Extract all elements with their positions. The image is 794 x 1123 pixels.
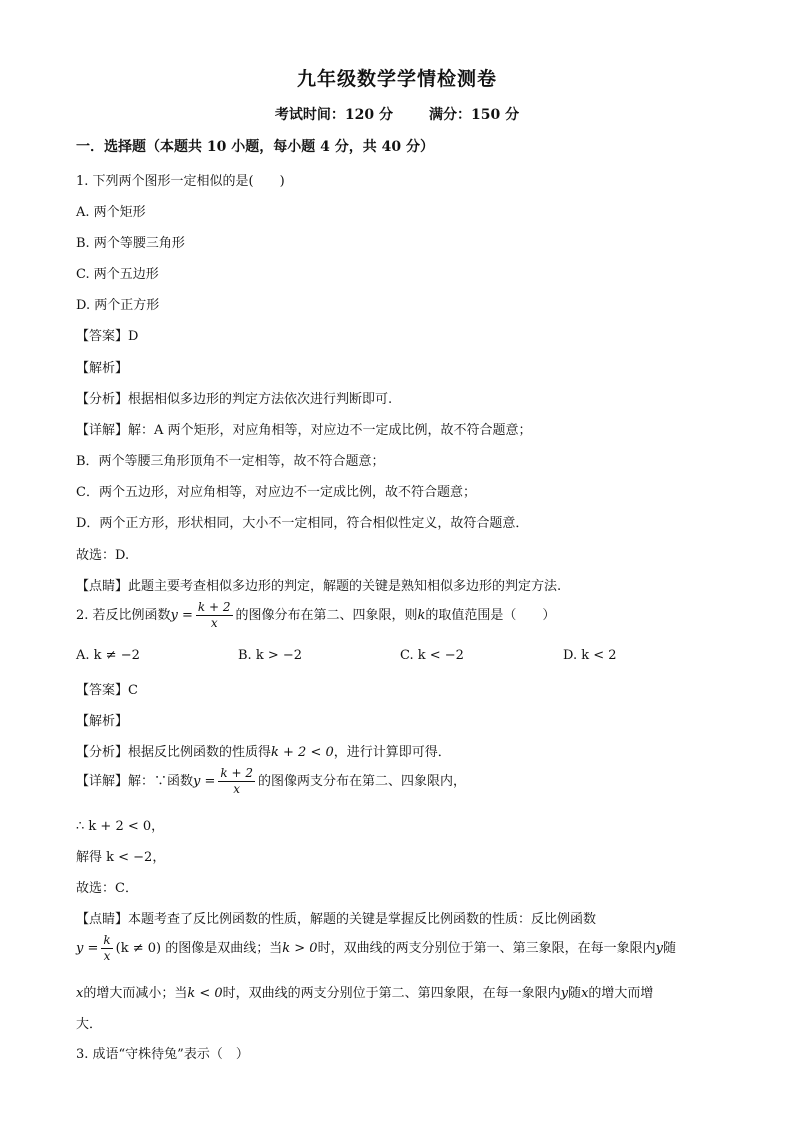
- section-heading: 一．选择题（本题共 10 小题，每小题 4 分，共 40 分）: [76, 139, 434, 155]
- q1-option-d: D. 两个正方形: [76, 298, 160, 313]
- q2-option-d: D. k < 2: [563, 648, 617, 663]
- q2-stem: 2. 若反比例函数y = $\frac{k + 2}{x}$ 的图像分布在第二、四象限，则k的取值范围是（ ）: [76, 600, 556, 630]
- q2-step1: ∴ k + 2 < 0，: [76, 819, 165, 834]
- q1-fenxi: 【分析】根据相似多边形的判定方法依次进行判断即可.: [76, 392, 393, 407]
- q2-dianjing-1: 【点睛】本题考查了反比例函数的性质，解题的关键是掌握反比例函数的性质：反比例函数: [76, 912, 597, 927]
- q1-jiexi: 【解析】: [76, 361, 129, 376]
- q1-detail-4: D．两个正方形，形状相同，大小不一定相同，符合相似性定义，故符合题意．: [76, 516, 529, 531]
- q2-dianjing-3: x的增大而减小；当k < 0时，双曲线的两支分别位于第二、第四象限，在每一象限内y随x的增大而增: [76, 986, 654, 1001]
- fraction: $\frac{k}{x}$: [103, 933, 111, 963]
- q2-step3: 故选：C．: [76, 881, 138, 896]
- q2-dianjing-4: 大．: [76, 1017, 103, 1032]
- q1-stem: 1. 下列两个图形一定相似的是( ): [76, 174, 285, 189]
- q1-choose: 故选：D.: [76, 548, 130, 563]
- q2-answer: 【答案】C: [76, 683, 138, 698]
- q2-fenxi: 【分析】根据反比例函数的性质得k + 2 < 0，进行计算即可得．: [76, 745, 451, 760]
- q2-option-c: C. k < −2: [400, 648, 464, 663]
- exam-time: 考试时间：120 分: [274, 107, 393, 123]
- q1-answer: 【答案】D: [76, 329, 139, 344]
- q2-dianjing-2: y = $\frac{k}{x}$ (k ≠ 0) 的图像是双曲线；当k > 0时，双曲线的两支分别位于第一、第三象限，在每一象限内y随: [76, 933, 676, 963]
- q3-stem: 3. 成语“守株待兔”表示（ ）: [76, 1047, 249, 1062]
- q1-option-c: C. 两个五边形: [76, 267, 159, 282]
- q2-option-b: B. k > −2: [238, 648, 303, 663]
- q1-dianjing: 【点睛】此题主要考查相似多边形的判定，解题的关键是熟知相似多边形的判定方法.: [76, 579, 562, 594]
- q2-detail: 【详解】解：∵函数y = $\frac{k + 2}{x}$ 的图像两支分布在第二、四象限内，: [76, 766, 466, 796]
- q2-jiexi: 【解析】: [76, 714, 129, 729]
- q1-detail-3: C．两个五边形，对应角相等，对应边不一定成比例，故不符合题意；: [76, 485, 476, 500]
- fraction: $\frac{k + 2}{x}$: [197, 600, 231, 630]
- page-title: 九年级数学学情检测卷: [296, 68, 497, 90]
- q2-option-a: A. k ≠ −2: [76, 648, 140, 663]
- q1-detail-1: 【详解】解：A 两个矩形，对应角相等，对应边不一定成比例，故不符合题意；: [76, 423, 532, 438]
- exam-score: 满分：150 分: [429, 107, 520, 123]
- q1-option-b: B. 两个等腰三角形: [76, 236, 185, 251]
- q1-option-a: A. 两个矩形: [76, 205, 146, 220]
- q1-detail-2: B．两个等腰三角形顶角不一定相等，故不符合题意；: [76, 454, 385, 469]
- q2-step2: 解得 k < −2，: [76, 850, 166, 865]
- exam-info: [0, 104, 794, 124]
- fraction: $\frac{k + 2}{x}$: [220, 766, 253, 796]
